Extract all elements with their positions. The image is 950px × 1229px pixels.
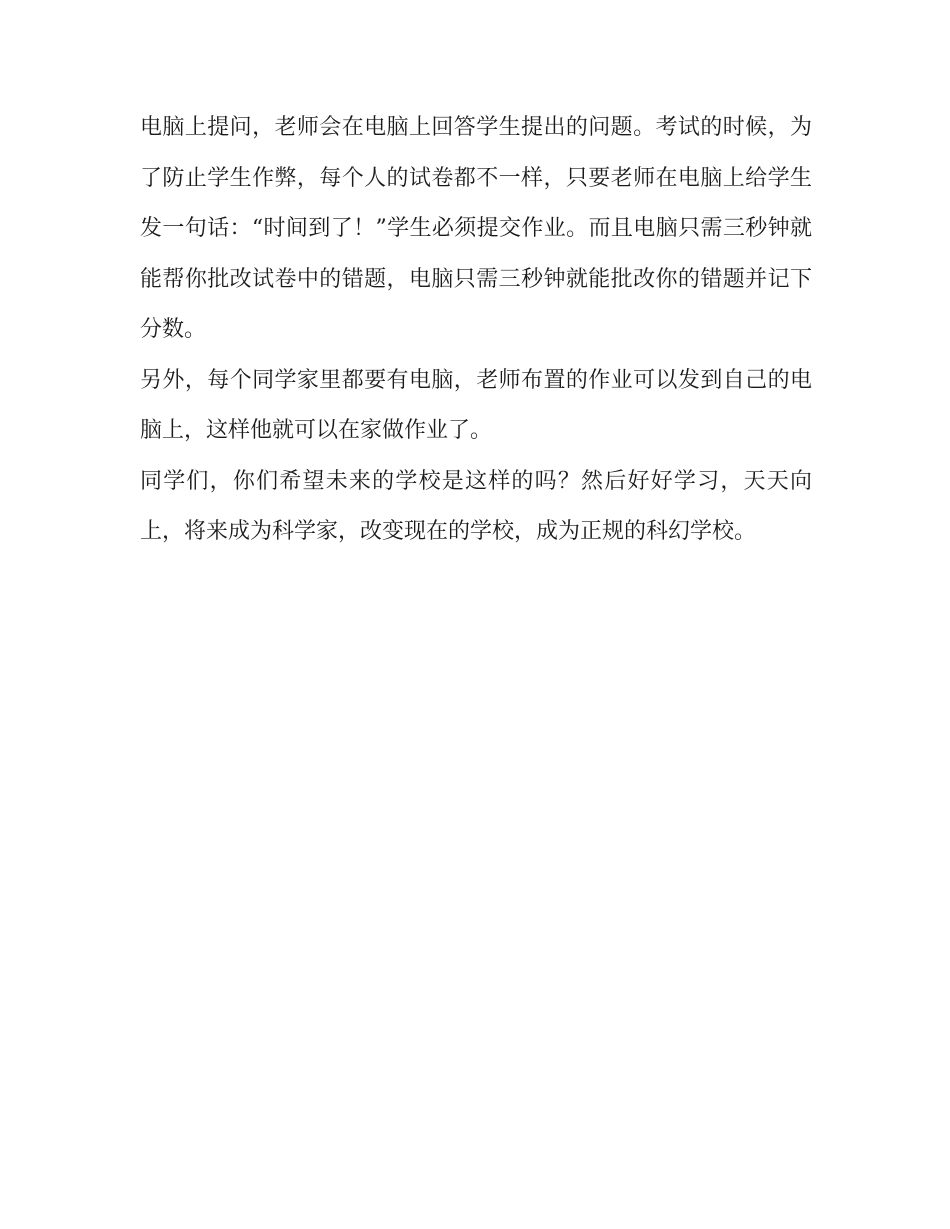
document-body xyxy=(140,103,812,558)
paragraph-2: 另外，每个同学家里都要有电脑，老师布置的作业可以发到自己的电脑上，这样他就可以在家做作业了。 xyxy=(140,367,812,443)
paragraph-3: 同学们，你们希望未来的学校是这样的吗？然后好好学习，天天向上，将来成为科学家，改变现在的学校，成为正规的科幻学校。 xyxy=(140,468,812,544)
paragraph-1: 电脑上提问，老师会在电脑上回答学生提出的问题。考试的时候，为了防止学生作弊，每个人的试卷都不一样，只要老师在电脑上给学生发一句话：“时间到了！”学生必须提交作业。而且电脑只需三秒钟就能帮你批改试卷中的错题，电脑只需三秒钟就能批改你的错题并记下分数。 xyxy=(140,115,812,342)
